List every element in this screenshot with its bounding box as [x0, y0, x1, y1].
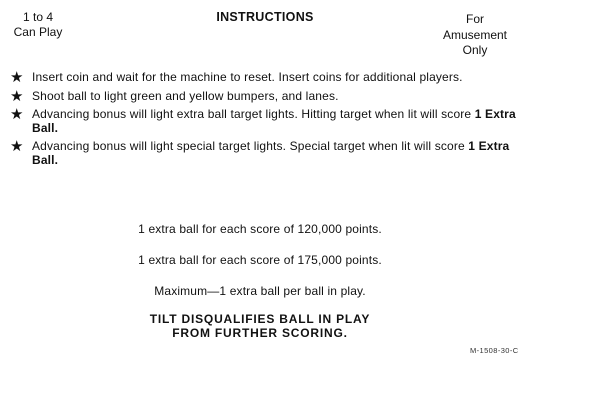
- rule-text: Shoot ball to light green and yellow bumpers, and lanes.: [32, 88, 339, 103]
- star-icon: ★: [10, 87, 24, 105]
- star-icon: ★: [10, 138, 24, 155]
- score-rule-120000: 1 extra ball for each score of 120,000 points.: [138, 222, 382, 236]
- card-code: M-1508-30-C: [470, 346, 519, 355]
- player-count: [8, 10, 68, 40]
- star-icon: ★: [10, 106, 24, 123]
- rule-text: Advancing bonus will light extra ball target lights. Hitting target when lit will score: [32, 107, 475, 121]
- player-count-line1: 1 to 4: [22, 10, 54, 24]
- amusement-line2: Amusement: [442, 27, 508, 42]
- amusement-line1: For: [466, 12, 484, 26]
- score-rule-175000: 1 extra ball for each score of 175,000 points.: [138, 253, 382, 267]
- rule-text: Insert coin and wait for the machine to reset. Insert coins for additional players.: [32, 70, 463, 84]
- page-title: INSTRUCTIONS: [216, 10, 314, 24]
- tilt-warning-line1: TILT DISQUALIFIES BALL IN PLAY: [149, 312, 371, 326]
- player-count-line2: Can Play: [13, 25, 63, 39]
- amusement-notice: [428, 12, 522, 59]
- rule-bold-text: 1 Extra Ball.: [32, 107, 516, 135]
- rule-item: [10, 108, 520, 135]
- rule-item: [10, 71, 520, 85]
- amusement-line3: Only: [462, 43, 488, 57]
- tilt-warning-line2: FROM FURTHER SCORING.: [172, 326, 348, 340]
- rule-item: [10, 140, 520, 167]
- star-icon: ★: [10, 69, 24, 86]
- rule-item: [10, 87, 520, 105]
- tilt-warning: [0, 312, 520, 340]
- rule-bold-text: 1 Extra Ball.: [32, 139, 510, 167]
- rule-text: Advancing bonus will light special target lights. Special target when lit will score: [32, 139, 469, 153]
- rules-list: [10, 71, 520, 172]
- maximum-rule: Maximum—1 extra ball per ball in play.: [154, 284, 366, 298]
